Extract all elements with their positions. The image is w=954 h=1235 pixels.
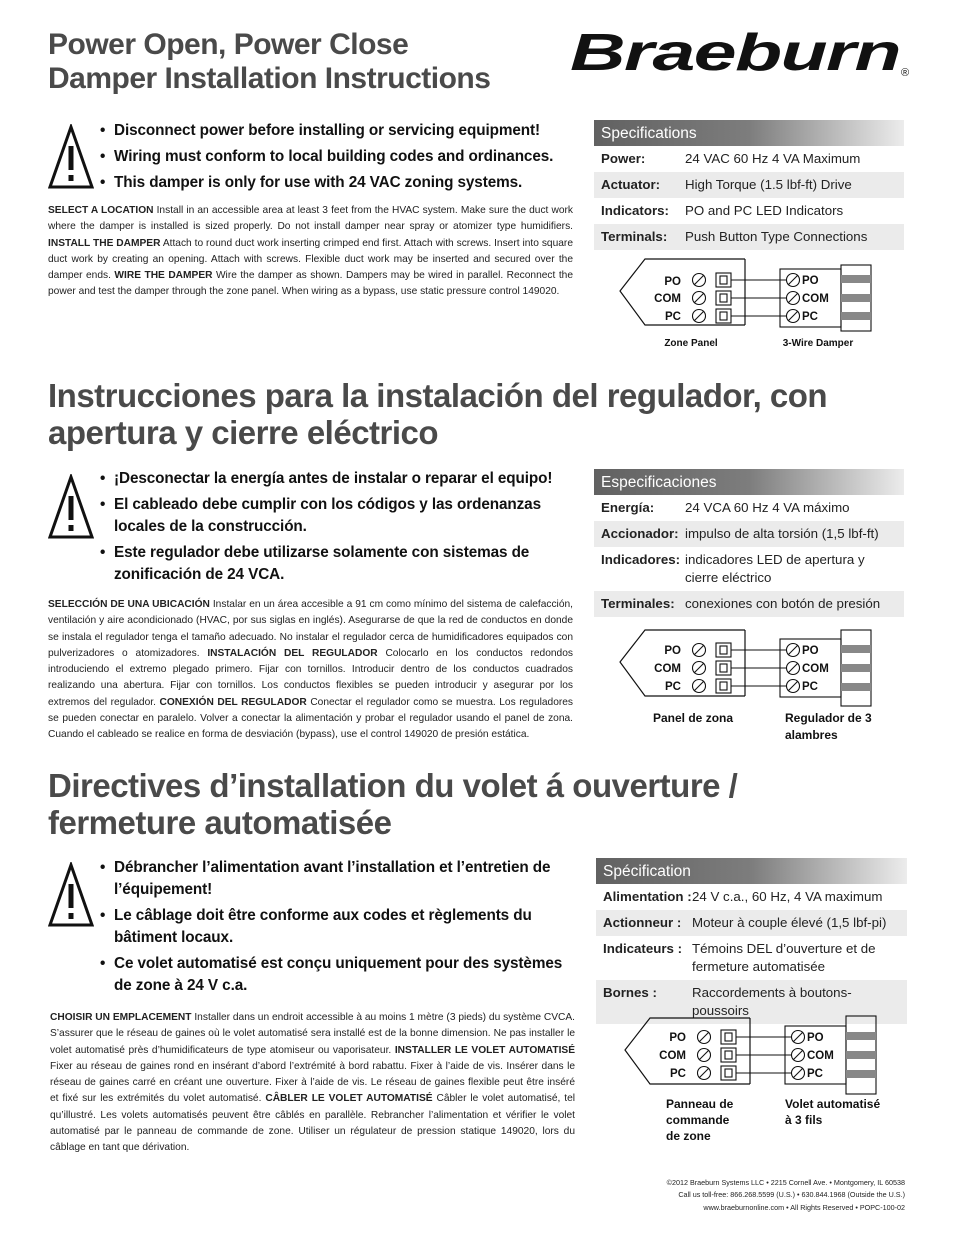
warning-item: • Este regulador debe utilizarse solamente con sistemas de zonificación de 24 VCA.	[100, 542, 578, 586]
spanish-title-line2: apertura y cierre eléctrico	[48, 413, 439, 451]
spec-label: Terminals:	[601, 229, 668, 244]
spec-row	[594, 198, 904, 224]
spec-value: 24 V c.a., 60 Hz, 4 VA maximum	[692, 889, 883, 904]
spec-label: Actionneur :	[603, 915, 682, 930]
terminal-label: PC	[665, 681, 681, 693]
french-wiring-diagram	[620, 1014, 890, 1154]
spec-value: PO and PC LED Indicators	[685, 203, 844, 218]
spec-label: Indicateurs :	[603, 941, 683, 956]
spanish-title	[48, 378, 827, 452]
french-title	[48, 768, 737, 842]
terminal-label: PO	[669, 1032, 686, 1044]
step-heading: INSTALLER LE VOLET AUTOMATISÉ	[394, 1044, 576, 1056]
footer-phone: Call us toll-free: 866.268.5599 (U.S.) • 630.844.1968 (Outside the U.S.)	[678, 1190, 905, 1200]
terminal-label: PC	[665, 311, 681, 323]
zone-panel-label: Zone Panel	[664, 338, 718, 349]
spec-label: Actuator:	[601, 177, 661, 192]
spec-row	[594, 146, 904, 172]
terminal-label: PC	[802, 681, 818, 693]
damper-label-line2: à 3 fils	[785, 1113, 823, 1127]
zone-panel-label-line2: commande	[666, 1113, 730, 1127]
spec-value: conexiones con botón de presión	[685, 596, 881, 611]
spec-title: Specifications	[594, 120, 904, 146]
footer-website: www.braeburnonline.com • All Rights Reserved • POPC-100-02	[703, 1202, 905, 1212]
english-title	[48, 28, 490, 95]
french-body	[50, 1010, 575, 1157]
zone-panel-label-line1: Panneau de	[666, 1097, 734, 1111]
spec-value: Push Button Type Connections	[685, 229, 868, 244]
warning-item: • Ce volet automatisé est conçu uniquement pour des systèmes de zone à 24 V c.a.	[100, 953, 580, 997]
step-heading: WIRE THE DAMPER	[114, 270, 213, 282]
spanish-body	[48, 597, 573, 744]
terminal-label: COM	[807, 1050, 834, 1062]
terminal-label: PC	[807, 1068, 823, 1080]
footer	[667, 1177, 905, 1214]
warning-item: • Wiring must conform to local building codes and ordinances.	[100, 146, 580, 168]
terminal-label: PO	[807, 1032, 824, 1044]
spec-row	[594, 521, 904, 547]
warning-item: • Débrancher l’alimentation avant l’installation et l’entretien de l’équipement!	[100, 857, 580, 901]
step-heading: INSTALACIÓN DEL REGULADOR	[207, 647, 378, 659]
step-text: Wire the damper as shown. Dampers may be wired in parallel. Reconnect the power and test the damper through the zone panel. When wiring as a bypass, use static pressure control 149020.	[48, 270, 573, 298]
terminal-label: COM	[659, 1050, 686, 1062]
spec-value: 24 VCA 60 Hz 4 VA máximo	[685, 500, 850, 515]
warning-icon	[48, 124, 94, 190]
spec-row	[594, 495, 904, 521]
spec-label: Alimentation :	[603, 889, 692, 904]
spec-row	[596, 910, 907, 936]
terminal-label: PC	[670, 1068, 686, 1080]
step-text: Install in an accessible area at least 3 feet from the HVAC system. Make sure the duct work where the damper is installed is sized properly. Do not install damper near spray or atomizer type humidifiers.	[48, 205, 573, 233]
spec-value: High Torque (1.5 lbf-ft) Drive	[685, 177, 852, 192]
terminal-label: COM	[654, 663, 681, 675]
step-heading: SELECCIÓN DE UNA UBICACIÓN	[48, 599, 210, 610]
spec-row	[594, 172, 904, 198]
zone-panel-label-line3: de zone	[666, 1129, 711, 1143]
spec-row	[596, 884, 907, 910]
step-text: Câbler le volet automatisé, tel qu’illustré. Les volets automatisés peuvent être câblés en parallèle. Rebrancher l’alimentation et vérifier le volet automatisé par le panneau de commande de zone. Utiliser un régulateur de pression statique 149020, lors du câblage en tant que dérivation.	[50, 1093, 575, 1154]
english-wiring-diagram	[615, 255, 885, 360]
spec-value: Raccordements à boutons-poussoirs	[692, 985, 852, 1018]
step-text: Fixer au réseau de gaines rond en insérant d’abord l’extrémité à bord rabattu. Fixer à l’aide de vis. Insérer dans le réseau de gaines carré en créant une ouverture. Fixer à l’aide de vis. Le réseau de gaines flexible peut être inséré et fixé sur les extrémités du volet automatisé.	[50, 1060, 575, 1105]
spec-value: impulso de alta torsión (1,5 lbf-ft)	[685, 526, 879, 541]
english-warnings	[100, 120, 580, 198]
warning-item: • ¡Desconectar la energía antes de instalar o reparar el equipo!	[100, 468, 578, 490]
spec-title: Spécification	[596, 858, 907, 884]
terminal-label: COM	[802, 293, 829, 305]
french-title-line2: fermeture automatisée	[48, 803, 392, 841]
damper-label-line1: Volet automatisé	[785, 1097, 881, 1111]
spec-label: Accionador:	[601, 526, 679, 541]
spec-row	[596, 936, 907, 980]
footer-address: ©2012 Braeburn Systems LLC • 2215 Cornell Ave. • Montgomery, IL 60538	[666, 1178, 905, 1187]
step-heading: CONEXIÓN DEL REGULADOR	[159, 696, 307, 708]
french-specifications	[596, 858, 907, 1024]
spec-label: Terminales:	[601, 596, 675, 611]
terminal-label: PO	[802, 275, 819, 287]
spanish-wiring-diagram	[615, 626, 885, 751]
step-heading: CÂBLER LE VOLET AUTOMATISÉ	[265, 1093, 433, 1105]
spanish-specifications	[594, 469, 904, 617]
spec-title: Especificaciones	[594, 469, 904, 495]
spec-value: Moteur à couple élevé (1,5 lbf-pi)	[692, 915, 887, 930]
spec-label: Indicadores:	[601, 552, 681, 567]
french-warnings	[100, 857, 580, 1001]
terminal-label: PO	[664, 645, 681, 657]
warning-item: • This damper is only for use with 24 VAC zoning systems.	[100, 172, 580, 194]
english-specifications	[594, 120, 904, 250]
brand-name: Braeburn	[570, 26, 900, 82]
warning-item: • El cableado debe cumplir con los códigos y las ordenanzas locales de la construcción.	[100, 494, 578, 538]
spec-row	[594, 224, 904, 250]
damper-label-line1: Regulador de 3	[785, 711, 872, 725]
spec-row	[594, 547, 904, 591]
step-heading: INSTALL THE DAMPER	[48, 237, 161, 249]
spanish-warnings	[100, 468, 578, 590]
spanish-title-line1: Instrucciones para la instalación del regulador, con	[48, 377, 828, 414]
registered-mark: ®	[901, 67, 910, 79]
terminal-label: COM	[802, 663, 829, 675]
spec-label: Power:	[601, 151, 646, 166]
warning-icon	[48, 474, 94, 540]
warning-item: • Le câblage doit être conforme aux codes et règlements du bâtiment locaux.	[100, 905, 580, 949]
step-text: Conectar el regulador como se muestra. Los reguladores se pueden conectar en paralelo. Volver a conectar la alimentación y probar el regulador usando el panel de zona. Cuando el cableado se realice en forma de desviación (bypass), use el control 149020 de presión estática.	[48, 696, 574, 741]
english-title-line2: Damper Installation Instructions	[48, 61, 491, 95]
terminal-label: PC	[802, 311, 818, 323]
terminal-label: COM	[654, 293, 681, 305]
spec-label: Bornes :	[603, 985, 657, 1000]
step-heading: SELECT A LOCATION	[48, 205, 154, 216]
spec-value: 24 VAC 60 Hz 4 VA Maximum	[685, 151, 861, 166]
step-heading: CHOISIR UN EMPLACEMENT	[50, 1012, 192, 1023]
step-text: Instalar en un área accesible a 91 cm como mínimo del sistema de calefacción, ventilación y aire acondicionado (HVAC, por sus siglas en inglés). Asegurarse de que la red de conductos en donde se instala el regulador tenga el tamaño adecuado. No instalar el regulador cerca de humidificadores equipados con pulverizadores o atomizadores.	[48, 599, 573, 659]
spec-value: indicadores LED de apertura y cierre eléctrico	[685, 552, 865, 585]
spec-row	[594, 591, 904, 617]
step-text: Colocarlo en los conductos redondos introduciendo el extremo plegado primero. Fijar con tornillos. Introducir dentro de los conductos cuadrados realizando una abertura. Fijar con tornillos. Los conductos flexibles se pueden introducir y asegurar por los extremos del regulador.	[48, 647, 573, 708]
english-title-line1: Power Open, Power Close	[48, 28, 409, 61]
warning-item: • Disconnect power before installing or servicing equipment!	[100, 120, 580, 142]
spec-label: Energía:	[601, 500, 655, 515]
damper-label-line2: alambres	[785, 728, 838, 742]
step-text: Installer dans un endroit accessible à au moins 1 mètre (3 pieds) du système CVCA. S’assurer que le réseau de gaines où le volet automatisé sera installé est de la bonne dimension. Ne pas installer le volet automatisé près d’humidificateurs de type atomiseur ou vaporisateur.	[50, 1012, 575, 1056]
braeburn-logo	[568, 26, 913, 82]
terminal-label: PO	[664, 276, 681, 288]
english-body	[48, 203, 573, 301]
zone-panel-label: Panel de zona	[653, 711, 734, 725]
step-text: Attach to round duct work inserting crimped end first. Attach with screws. Insert into square duct work by creating an opening. Attach with screws. Flexible duct work may be inserted and secured over the damper ends.	[48, 237, 573, 282]
terminal-label: PO	[802, 645, 819, 657]
french-title-line1: Directives d’installation du volet á ouverture /	[48, 767, 738, 804]
spec-value: Témoins DEL d’ouverture et de fermeture automatisée	[692, 941, 876, 974]
spec-label: Indicators:	[601, 203, 669, 218]
warning-icon	[48, 862, 94, 928]
damper-label: 3-Wire Damper	[782, 338, 854, 349]
